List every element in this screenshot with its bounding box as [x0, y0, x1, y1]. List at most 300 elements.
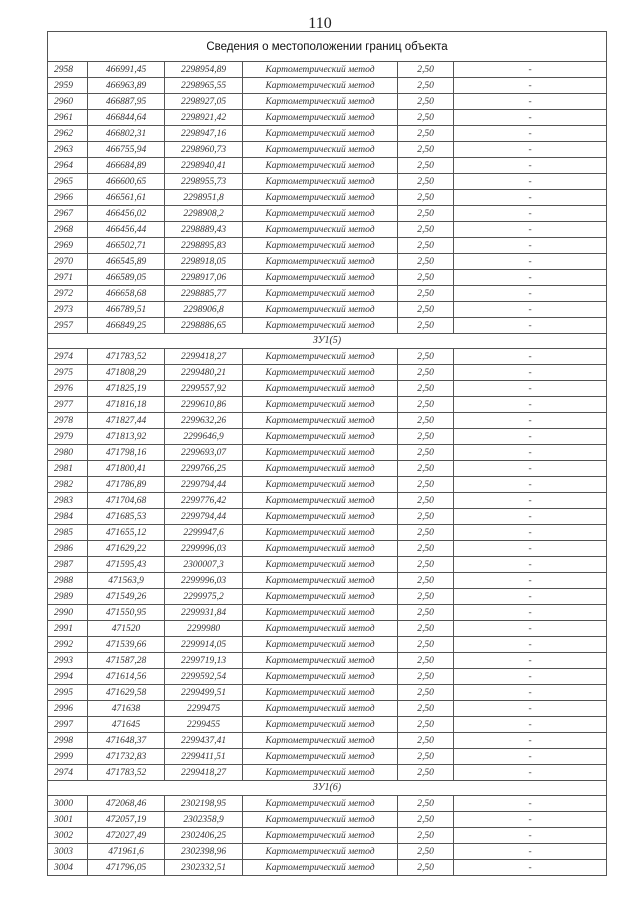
description-cell: -: [454, 397, 607, 413]
method-cell: Картометрический метод: [243, 621, 398, 637]
x-coordinate-cell: 471786,89: [88, 477, 165, 493]
y-coordinate-cell: 2302358,9: [165, 812, 243, 828]
accuracy-cell: 2,50: [398, 653, 454, 669]
x-coordinate-cell: 471796,05: [88, 860, 165, 876]
method-cell: Картометрический метод: [243, 812, 398, 828]
section-header-row: [48, 334, 607, 349]
method-cell: Картометрический метод: [243, 190, 398, 206]
point-number-cell: 2971: [48, 270, 88, 286]
accuracy-cell: 2,50: [398, 493, 454, 509]
description-cell: -: [454, 445, 607, 461]
table-row: [48, 812, 607, 828]
y-coordinate-cell: 2298955,73: [165, 174, 243, 190]
method-cell: Картометрический метод: [243, 557, 398, 573]
point-number-cell: 2974: [48, 765, 88, 781]
x-coordinate-cell: 466456,02: [88, 206, 165, 222]
y-coordinate-cell: 2299437,41: [165, 733, 243, 749]
description-cell: -: [454, 525, 607, 541]
x-coordinate-cell: 471645: [88, 717, 165, 733]
accuracy-cell: 2,50: [398, 685, 454, 701]
method-cell: Картометрический метод: [243, 286, 398, 302]
x-coordinate-cell: 471655,12: [88, 525, 165, 541]
page-number: 110: [308, 15, 332, 32]
x-coordinate-cell: 466456,44: [88, 222, 165, 238]
accuracy-cell: 2,50: [398, 573, 454, 589]
table-row: [48, 477, 607, 493]
method-cell: Картометрический метод: [243, 605, 398, 621]
description-cell: -: [454, 669, 607, 685]
table-row: [48, 238, 607, 254]
table-row: [48, 62, 607, 78]
x-coordinate-cell: 466561,61: [88, 190, 165, 206]
table-row: [48, 126, 607, 142]
y-coordinate-cell: 2299914,05: [165, 637, 243, 653]
y-coordinate-cell: 2299480,21: [165, 365, 243, 381]
point-number-cell: 2965: [48, 174, 88, 190]
accuracy-cell: 2,50: [398, 381, 454, 397]
x-coordinate-cell: 466502,71: [88, 238, 165, 254]
accuracy-cell: 2,50: [398, 126, 454, 142]
table-row: [48, 557, 607, 573]
boundary-table-container: [47, 31, 606, 876]
x-coordinate-cell: 471808,29: [88, 365, 165, 381]
point-number-cell: 2969: [48, 238, 88, 254]
y-coordinate-cell: 2299610,86: [165, 397, 243, 413]
description-cell: -: [454, 222, 607, 238]
method-cell: Картометрический метод: [243, 254, 398, 270]
accuracy-cell: 2,50: [398, 733, 454, 749]
point-number-cell: 2960: [48, 94, 88, 110]
table-row: [48, 206, 607, 222]
x-coordinate-cell: 471629,22: [88, 541, 165, 557]
y-coordinate-cell: 2298954,89: [165, 62, 243, 78]
accuracy-cell: 2,50: [398, 509, 454, 525]
description-cell: -: [454, 318, 607, 334]
table-row: [48, 637, 607, 653]
point-number-cell: 2999: [48, 749, 88, 765]
description-cell: -: [454, 158, 607, 174]
accuracy-cell: 2,50: [398, 254, 454, 270]
y-coordinate-cell: 2298960,73: [165, 142, 243, 158]
point-number-cell: 2996: [48, 701, 88, 717]
method-cell: Картометрический метод: [243, 270, 398, 286]
point-number-cell: 2995: [48, 685, 88, 701]
table-row: [48, 509, 607, 525]
method-cell: Картометрический метод: [243, 749, 398, 765]
x-coordinate-cell: 471783,52: [88, 349, 165, 365]
table-row: [48, 413, 607, 429]
table-row: [48, 381, 607, 397]
description-cell: -: [454, 381, 607, 397]
table-row: [48, 669, 607, 685]
description-cell: -: [454, 860, 607, 876]
accuracy-cell: 2,50: [398, 222, 454, 238]
point-number-cell: 2961: [48, 110, 88, 126]
description-cell: -: [454, 717, 607, 733]
x-coordinate-cell: 471800,41: [88, 461, 165, 477]
method-cell: Картометрический метод: [243, 509, 398, 525]
accuracy-cell: 2,50: [398, 142, 454, 158]
x-coordinate-cell: 471563,9: [88, 573, 165, 589]
x-coordinate-cell: 471587,28: [88, 653, 165, 669]
x-coordinate-cell: 472027,49: [88, 828, 165, 844]
accuracy-cell: 2,50: [398, 206, 454, 222]
description-cell: -: [454, 637, 607, 653]
point-number-cell: 2981: [48, 461, 88, 477]
point-number-cell: 2993: [48, 653, 88, 669]
y-coordinate-cell: 2298918,05: [165, 254, 243, 270]
table-row: [48, 158, 607, 174]
description-cell: -: [454, 365, 607, 381]
y-coordinate-cell: 2302406,25: [165, 828, 243, 844]
method-cell: Картометрический метод: [243, 222, 398, 238]
point-number-cell: 2968: [48, 222, 88, 238]
method-cell: Картометрический метод: [243, 828, 398, 844]
method-cell: Картометрический метод: [243, 62, 398, 78]
method-cell: Картометрический метод: [243, 365, 398, 381]
y-coordinate-cell: 2302198,95: [165, 796, 243, 812]
method-cell: Картометрический метод: [243, 589, 398, 605]
method-cell: Картометрический метод: [243, 445, 398, 461]
x-coordinate-cell: 466789,51: [88, 302, 165, 318]
accuracy-cell: 2,50: [398, 669, 454, 685]
description-cell: -: [454, 557, 607, 573]
method-cell: Картометрический метод: [243, 302, 398, 318]
x-coordinate-cell: 471550,95: [88, 605, 165, 621]
point-number-cell: 2979: [48, 429, 88, 445]
table-row: [48, 541, 607, 557]
table-row: [48, 190, 607, 206]
point-number-cell: 2990: [48, 605, 88, 621]
method-cell: Картометрический метод: [243, 860, 398, 876]
table-row: [48, 685, 607, 701]
accuracy-cell: 2,50: [398, 796, 454, 812]
description-cell: -: [454, 238, 607, 254]
accuracy-cell: 2,50: [398, 541, 454, 557]
description-cell: -: [454, 254, 607, 270]
y-coordinate-cell: 2298921,42: [165, 110, 243, 126]
point-number-cell: 2991: [48, 621, 88, 637]
accuracy-cell: 2,50: [398, 158, 454, 174]
point-number-cell: 2973: [48, 302, 88, 318]
section-label: ЗУ1(6): [48, 781, 607, 796]
description-cell: -: [454, 621, 607, 637]
x-coordinate-cell: 466991,45: [88, 62, 165, 78]
x-coordinate-cell: 471961,6: [88, 844, 165, 860]
table-row: [48, 860, 607, 876]
description-cell: -: [454, 796, 607, 812]
x-coordinate-cell: 466589,05: [88, 270, 165, 286]
table-row: [48, 397, 607, 413]
table-row: [48, 653, 607, 669]
method-cell: Картометрический метод: [243, 669, 398, 685]
y-coordinate-cell: 2299996,03: [165, 541, 243, 557]
section-label: ЗУ1(5): [48, 334, 607, 349]
accuracy-cell: 2,50: [398, 238, 454, 254]
method-cell: Картометрический метод: [243, 701, 398, 717]
accuracy-cell: 2,50: [398, 110, 454, 126]
accuracy-cell: 2,50: [398, 557, 454, 573]
table-row: [48, 573, 607, 589]
point-number-cell: 2975: [48, 365, 88, 381]
point-number-cell: 3001: [48, 812, 88, 828]
y-coordinate-cell: 2298965,55: [165, 78, 243, 94]
y-coordinate-cell: 2299592,54: [165, 669, 243, 685]
accuracy-cell: 2,50: [398, 270, 454, 286]
point-number-cell: 2959: [48, 78, 88, 94]
x-coordinate-cell: 471783,52: [88, 765, 165, 781]
y-coordinate-cell: 2298951,8: [165, 190, 243, 206]
x-coordinate-cell: 466887,95: [88, 94, 165, 110]
method-cell: Картометрический метод: [243, 637, 398, 653]
table-row: [48, 844, 607, 860]
y-coordinate-cell: 2298885,77: [165, 286, 243, 302]
point-number-cell: 2962: [48, 126, 88, 142]
x-coordinate-cell: 471825,19: [88, 381, 165, 397]
point-number-cell: 3003: [48, 844, 88, 860]
table-row: [48, 270, 607, 286]
accuracy-cell: 2,50: [398, 477, 454, 493]
accuracy-cell: 2,50: [398, 190, 454, 206]
method-cell: Картометрический метод: [243, 349, 398, 365]
description-cell: -: [454, 126, 607, 142]
method-cell: Картометрический метод: [243, 126, 398, 142]
point-number-cell: 2984: [48, 509, 88, 525]
method-cell: Картометрический метод: [243, 429, 398, 445]
x-coordinate-cell: 471638: [88, 701, 165, 717]
x-coordinate-cell: 471827,44: [88, 413, 165, 429]
table-row: [48, 286, 607, 302]
method-cell: Картометрический метод: [243, 110, 398, 126]
x-coordinate-cell: 472057,19: [88, 812, 165, 828]
accuracy-cell: 2,50: [398, 844, 454, 860]
table-row: [48, 110, 607, 126]
point-number-cell: 2967: [48, 206, 88, 222]
description-cell: -: [454, 493, 607, 509]
description-cell: -: [454, 142, 607, 158]
y-coordinate-cell: 2298906,8: [165, 302, 243, 318]
point-number-cell: 2963: [48, 142, 88, 158]
method-cell: Картометрический метод: [243, 238, 398, 254]
table-row: [48, 318, 607, 334]
x-coordinate-cell: 466849,25: [88, 318, 165, 334]
y-coordinate-cell: 2298908,2: [165, 206, 243, 222]
y-coordinate-cell: 2299499,51: [165, 685, 243, 701]
description-cell: -: [454, 413, 607, 429]
accuracy-cell: 2,50: [398, 605, 454, 621]
point-number-cell: 2978: [48, 413, 88, 429]
table-row: [48, 525, 607, 541]
description-cell: -: [454, 653, 607, 669]
table-row: [48, 78, 607, 94]
method-cell: Картометрический метод: [243, 796, 398, 812]
x-coordinate-cell: 471685,53: [88, 509, 165, 525]
y-coordinate-cell: 2300007,3: [165, 557, 243, 573]
y-coordinate-cell: 2299475: [165, 701, 243, 717]
y-coordinate-cell: 2299794,44: [165, 477, 243, 493]
table-row: [48, 749, 607, 765]
description-cell: -: [454, 573, 607, 589]
description-cell: -: [454, 429, 607, 445]
table-row: [48, 365, 607, 381]
description-cell: -: [454, 605, 607, 621]
table-row: [48, 796, 607, 812]
x-coordinate-cell: 471798,16: [88, 445, 165, 461]
table-row: [48, 349, 607, 365]
description-cell: -: [454, 541, 607, 557]
point-number-cell: 2976: [48, 381, 88, 397]
x-coordinate-cell: 471732,83: [88, 749, 165, 765]
method-cell: Картометрический метод: [243, 733, 398, 749]
y-coordinate-cell: 2298917,06: [165, 270, 243, 286]
description-cell: -: [454, 685, 607, 701]
y-coordinate-cell: 2299455: [165, 717, 243, 733]
point-number-cell: 3004: [48, 860, 88, 876]
table-row: [48, 445, 607, 461]
table-row: [48, 174, 607, 190]
point-number-cell: 2986: [48, 541, 88, 557]
point-number-cell: 2994: [48, 669, 88, 685]
x-coordinate-cell: 471595,43: [88, 557, 165, 573]
description-cell: -: [454, 733, 607, 749]
y-coordinate-cell: 2299411,51: [165, 749, 243, 765]
point-number-cell: 2998: [48, 733, 88, 749]
y-coordinate-cell: 2298895,83: [165, 238, 243, 254]
y-coordinate-cell: 2299418,27: [165, 765, 243, 781]
description-cell: -: [454, 206, 607, 222]
description-cell: -: [454, 62, 607, 78]
table-row: [48, 828, 607, 844]
x-coordinate-cell: 466600,65: [88, 174, 165, 190]
description-cell: -: [454, 349, 607, 365]
point-number-cell: 2997: [48, 717, 88, 733]
table-row: [48, 621, 607, 637]
table-row: [48, 717, 607, 733]
x-coordinate-cell: 471813,92: [88, 429, 165, 445]
x-coordinate-cell: 466802,31: [88, 126, 165, 142]
accuracy-cell: 2,50: [398, 174, 454, 190]
table-row: [48, 94, 607, 110]
accuracy-cell: 2,50: [398, 765, 454, 781]
table-row: [48, 142, 607, 158]
method-cell: Картометрический метод: [243, 381, 398, 397]
description-cell: -: [454, 94, 607, 110]
description-cell: -: [454, 270, 607, 286]
method-cell: Картометрический метод: [243, 94, 398, 110]
y-coordinate-cell: 2299931,84: [165, 605, 243, 621]
y-coordinate-cell: 2299693,07: [165, 445, 243, 461]
point-number-cell: 2983: [48, 493, 88, 509]
y-coordinate-cell: 2299975,2: [165, 589, 243, 605]
table-row: [48, 701, 607, 717]
method-cell: Картометрический метод: [243, 844, 398, 860]
accuracy-cell: 2,50: [398, 749, 454, 765]
point-number-cell: 2992: [48, 637, 88, 653]
method-cell: Картометрический метод: [243, 461, 398, 477]
x-coordinate-cell: 471520: [88, 621, 165, 637]
method-cell: Картометрический метод: [243, 493, 398, 509]
description-cell: -: [454, 589, 607, 605]
accuracy-cell: 2,50: [398, 286, 454, 302]
y-coordinate-cell: 2299980: [165, 621, 243, 637]
accuracy-cell: 2,50: [398, 701, 454, 717]
y-coordinate-cell: 2298947,16: [165, 126, 243, 142]
point-number-cell: 2974: [48, 349, 88, 365]
point-number-cell: 2988: [48, 573, 88, 589]
accuracy-cell: 2,50: [398, 461, 454, 477]
y-coordinate-cell: 2299996,03: [165, 573, 243, 589]
y-coordinate-cell: 2299719,13: [165, 653, 243, 669]
point-number-cell: 3002: [48, 828, 88, 844]
x-coordinate-cell: 471816,18: [88, 397, 165, 413]
method-cell: Картометрический метод: [243, 717, 398, 733]
description-cell: -: [454, 844, 607, 860]
accuracy-cell: 2,50: [398, 445, 454, 461]
point-number-cell: 2964: [48, 158, 88, 174]
accuracy-cell: 2,50: [398, 349, 454, 365]
description-cell: -: [454, 110, 607, 126]
y-coordinate-cell: 2299418,27: [165, 349, 243, 365]
description-cell: -: [454, 190, 607, 206]
y-coordinate-cell: 2298940,41: [165, 158, 243, 174]
method-cell: Картометрический метод: [243, 142, 398, 158]
point-number-cell: 2970: [48, 254, 88, 270]
description-cell: -: [454, 701, 607, 717]
y-coordinate-cell: 2298889,43: [165, 222, 243, 238]
accuracy-cell: 2,50: [398, 637, 454, 653]
x-coordinate-cell: 466658,68: [88, 286, 165, 302]
table-row: [48, 302, 607, 318]
method-cell: Картометрический метод: [243, 653, 398, 669]
table-row: [48, 765, 607, 781]
accuracy-cell: 2,50: [398, 589, 454, 605]
x-coordinate-cell: 466963,89: [88, 78, 165, 94]
x-coordinate-cell: 471614,56: [88, 669, 165, 685]
y-coordinate-cell: 2299776,42: [165, 493, 243, 509]
point-number-cell: 2972: [48, 286, 88, 302]
description-cell: -: [454, 174, 607, 190]
accuracy-cell: 2,50: [398, 94, 454, 110]
method-cell: Картометрический метод: [243, 477, 398, 493]
table-title-row: [48, 32, 607, 62]
point-number-cell: 2957: [48, 318, 88, 334]
x-coordinate-cell: 471648,37: [88, 733, 165, 749]
method-cell: Картометрический метод: [243, 525, 398, 541]
description-cell: -: [454, 477, 607, 493]
method-cell: Картометрический метод: [243, 765, 398, 781]
y-coordinate-cell: 2299766,25: [165, 461, 243, 477]
y-coordinate-cell: 2298927,05: [165, 94, 243, 110]
method-cell: Картометрический метод: [243, 397, 398, 413]
description-cell: -: [454, 461, 607, 477]
accuracy-cell: 2,50: [398, 429, 454, 445]
point-number-cell: 3000: [48, 796, 88, 812]
point-number-cell: 2980: [48, 445, 88, 461]
x-coordinate-cell: 471629,58: [88, 685, 165, 701]
method-cell: Картометрический метод: [243, 685, 398, 701]
point-number-cell: 2989: [48, 589, 88, 605]
description-cell: -: [454, 78, 607, 94]
x-coordinate-cell: 466545,89: [88, 254, 165, 270]
point-number-cell: 2966: [48, 190, 88, 206]
method-cell: Картометрический метод: [243, 541, 398, 557]
x-coordinate-cell: 471549,26: [88, 589, 165, 605]
accuracy-cell: 2,50: [398, 525, 454, 541]
y-coordinate-cell: 2302398,96: [165, 844, 243, 860]
method-cell: Картометрический метод: [243, 158, 398, 174]
accuracy-cell: 2,50: [398, 365, 454, 381]
point-number-cell: 2985: [48, 525, 88, 541]
